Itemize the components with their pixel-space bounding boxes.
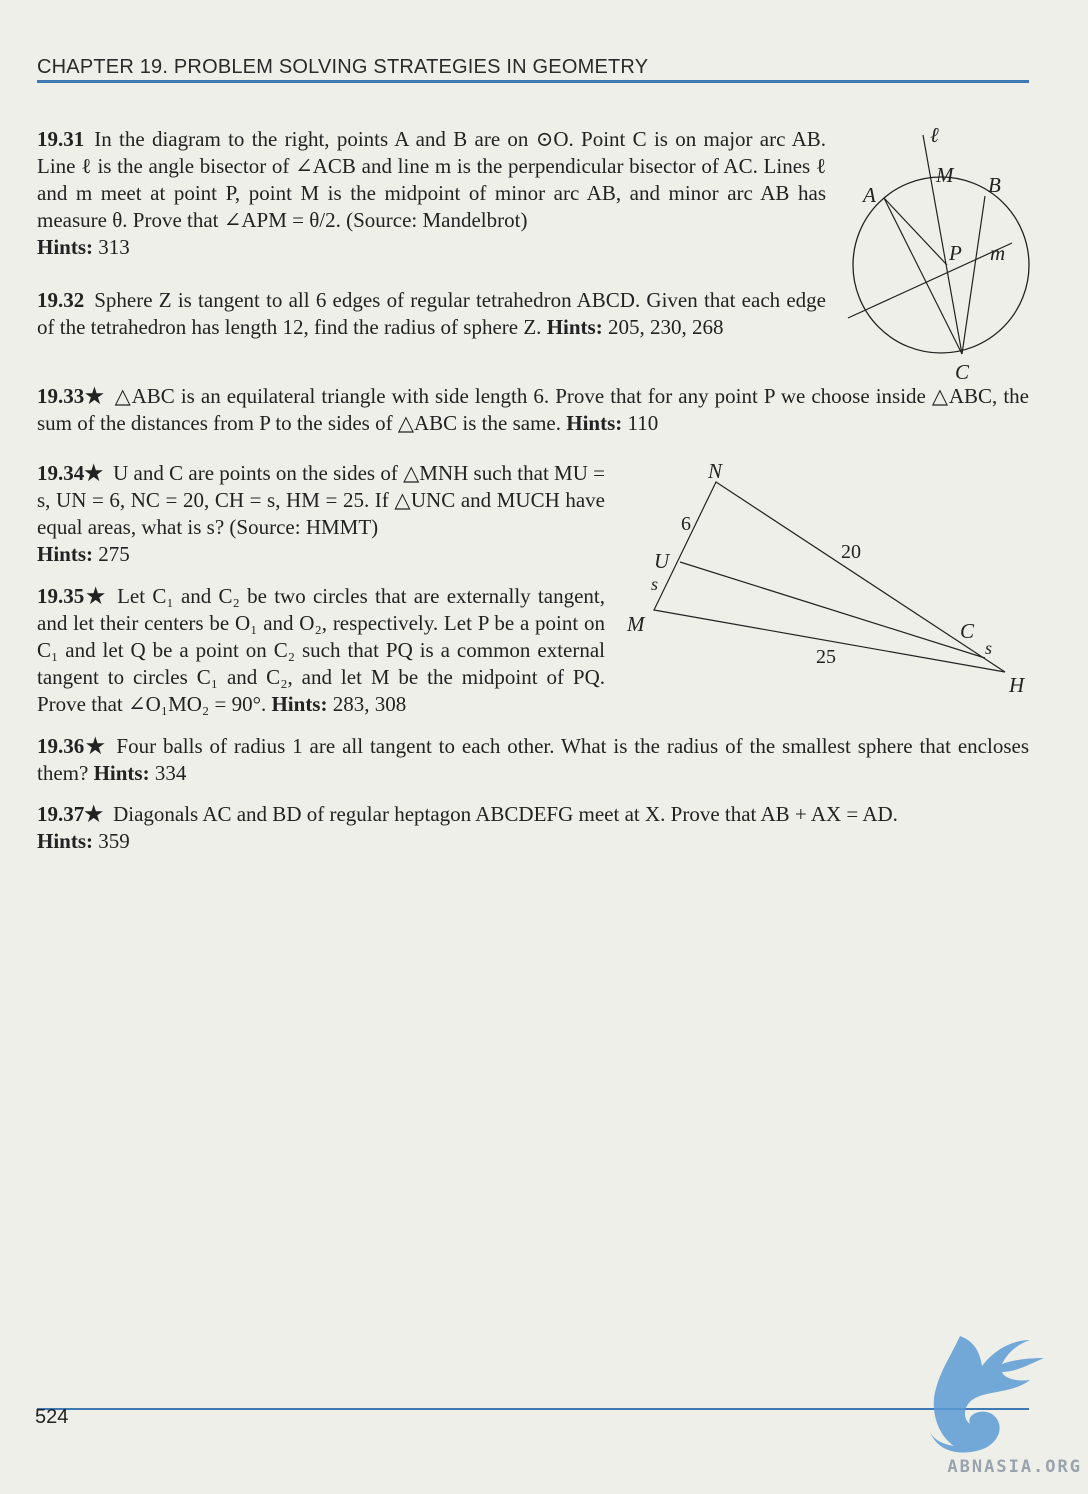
label-25: 25 xyxy=(816,646,836,668)
label-m: m xyxy=(990,241,1006,265)
hints-refs: 283, 308 xyxy=(332,692,407,716)
label-s-right: s xyxy=(985,638,993,658)
segment-UC xyxy=(680,562,985,658)
line-m xyxy=(848,243,1012,318)
label-l: ℓ xyxy=(930,123,939,147)
label-P: P xyxy=(949,241,962,265)
watermark-logo xyxy=(920,1328,1050,1458)
hints-refs: 275 xyxy=(98,542,130,566)
hints-refs: 205, 230, 268 xyxy=(607,315,724,339)
problem-text: Four balls of radius 1 are all tangent to each other. What is the radius of the smallest sphere that encloses them? xyxy=(37,734,1029,785)
hints-label: Hints: xyxy=(93,761,150,785)
label-M: M xyxy=(936,163,954,187)
chapter-header: CHAPTER 19. PROBLEM SOLVING STRATEGIES IN GEOMETRY xyxy=(37,56,649,78)
hints-label: Hints: xyxy=(37,542,94,566)
triangle-diagram xyxy=(620,455,1030,695)
watermark-text: ABNASIA.ORG xyxy=(947,1457,1082,1477)
hints-refs: 359 xyxy=(98,829,130,853)
label-H: H xyxy=(1009,673,1025,695)
page-number: 524 xyxy=(35,1406,69,1428)
problem-number: 19.32 xyxy=(37,288,85,312)
problem-number: 19.31 xyxy=(37,127,85,151)
segment-BC xyxy=(962,196,985,354)
label-C: C xyxy=(960,619,975,643)
problem-19-33 xyxy=(37,383,1029,437)
hints-refs: 313 xyxy=(98,235,130,259)
problem-number: 19.36★ xyxy=(37,734,107,758)
problem-number: 19.37★ xyxy=(37,802,104,826)
label-6: 6 xyxy=(681,513,691,535)
hints-label: Hints: xyxy=(37,235,94,259)
problem-19-36 xyxy=(37,733,1029,787)
problem-19-37 xyxy=(37,801,1029,855)
label-N: N xyxy=(708,459,723,483)
problem-number: 19.34★ xyxy=(37,461,104,485)
problem-19-34 xyxy=(37,460,605,568)
hints-label: Hints: xyxy=(566,411,623,435)
segment-AP xyxy=(884,198,947,265)
problem-text: Let C₁ and C₂ be two circles that are externally tangent, and let their centers be O₁ and O₂, respectively. Let P be a point on C₁ and let Q be a point on C₂ such that PQ is a common external tangent to circles C₁ and C₂, and let M be the midpoint of PQ. Prove that ∠O₁MO₂ = 90°. xyxy=(37,584,605,716)
hints-refs: 334 xyxy=(154,761,187,785)
problem-text: △ABC is an equilateral triangle with side length 6. Prove that for any point P we choose inside △ABC, the sum of the distances from P to the sides of △ABC is the same. xyxy=(37,384,1029,435)
label-C: C xyxy=(955,360,970,384)
segment-AC xyxy=(884,198,962,354)
problem-19-31 xyxy=(37,126,826,261)
label-B: B xyxy=(988,173,1001,197)
problem-text: U and C are points on the sides of △MNH such that MU = s, UN = 6, NC = 20, CH = s, HM = 25. If △UNC and MUCH have equal areas, what is s? (Source: HMMT) xyxy=(37,461,605,539)
circle-diagram xyxy=(840,122,1040,387)
hints-label: Hints: xyxy=(546,315,603,339)
problem-text: Diagonals AC and BD of regular heptagon ABCDEFG meet at X. Prove that AB + AX = AD. xyxy=(113,802,898,826)
problem-19-32 xyxy=(37,287,826,341)
problem-text: In the diagram to the right, points A and B are on ⊙O. Point C is on major arc AB. Line ℓ is the angle bisector of ∠ACB and line m is the perpendicular bisector of AC. Lines ℓ and m meet at point P, point M is the midpoint of minor arc AB, and minor arc AB has measure θ. Prove that ∠APM = θ/2. (Source: Mandelbrot) xyxy=(37,127,826,232)
hints-refs: 110 xyxy=(627,411,659,435)
bird-logo-shape xyxy=(930,1336,1044,1453)
label-M: M xyxy=(627,612,645,636)
triangle-MNH xyxy=(654,482,1005,672)
hints-label: Hints: xyxy=(271,692,328,716)
label-U: U xyxy=(654,549,670,573)
header-rule xyxy=(37,80,1029,83)
problem-19-35 xyxy=(37,583,605,718)
problem-number: 19.35★ xyxy=(37,584,108,608)
problem-text: Sphere Z is tangent to all 6 edges of regular tetrahedron ABCD. Given that each edge of the tetrahedron has length 12, find the radius of sphere Z. xyxy=(37,288,826,339)
circle-O xyxy=(853,177,1029,353)
label-20: 20 xyxy=(841,541,861,563)
footer-rule xyxy=(37,1408,1029,1410)
label-s-left: s xyxy=(651,574,659,594)
label-A: A xyxy=(863,183,876,207)
hints-label: Hints: xyxy=(37,829,94,853)
problem-number: 19.33★ xyxy=(37,384,105,408)
